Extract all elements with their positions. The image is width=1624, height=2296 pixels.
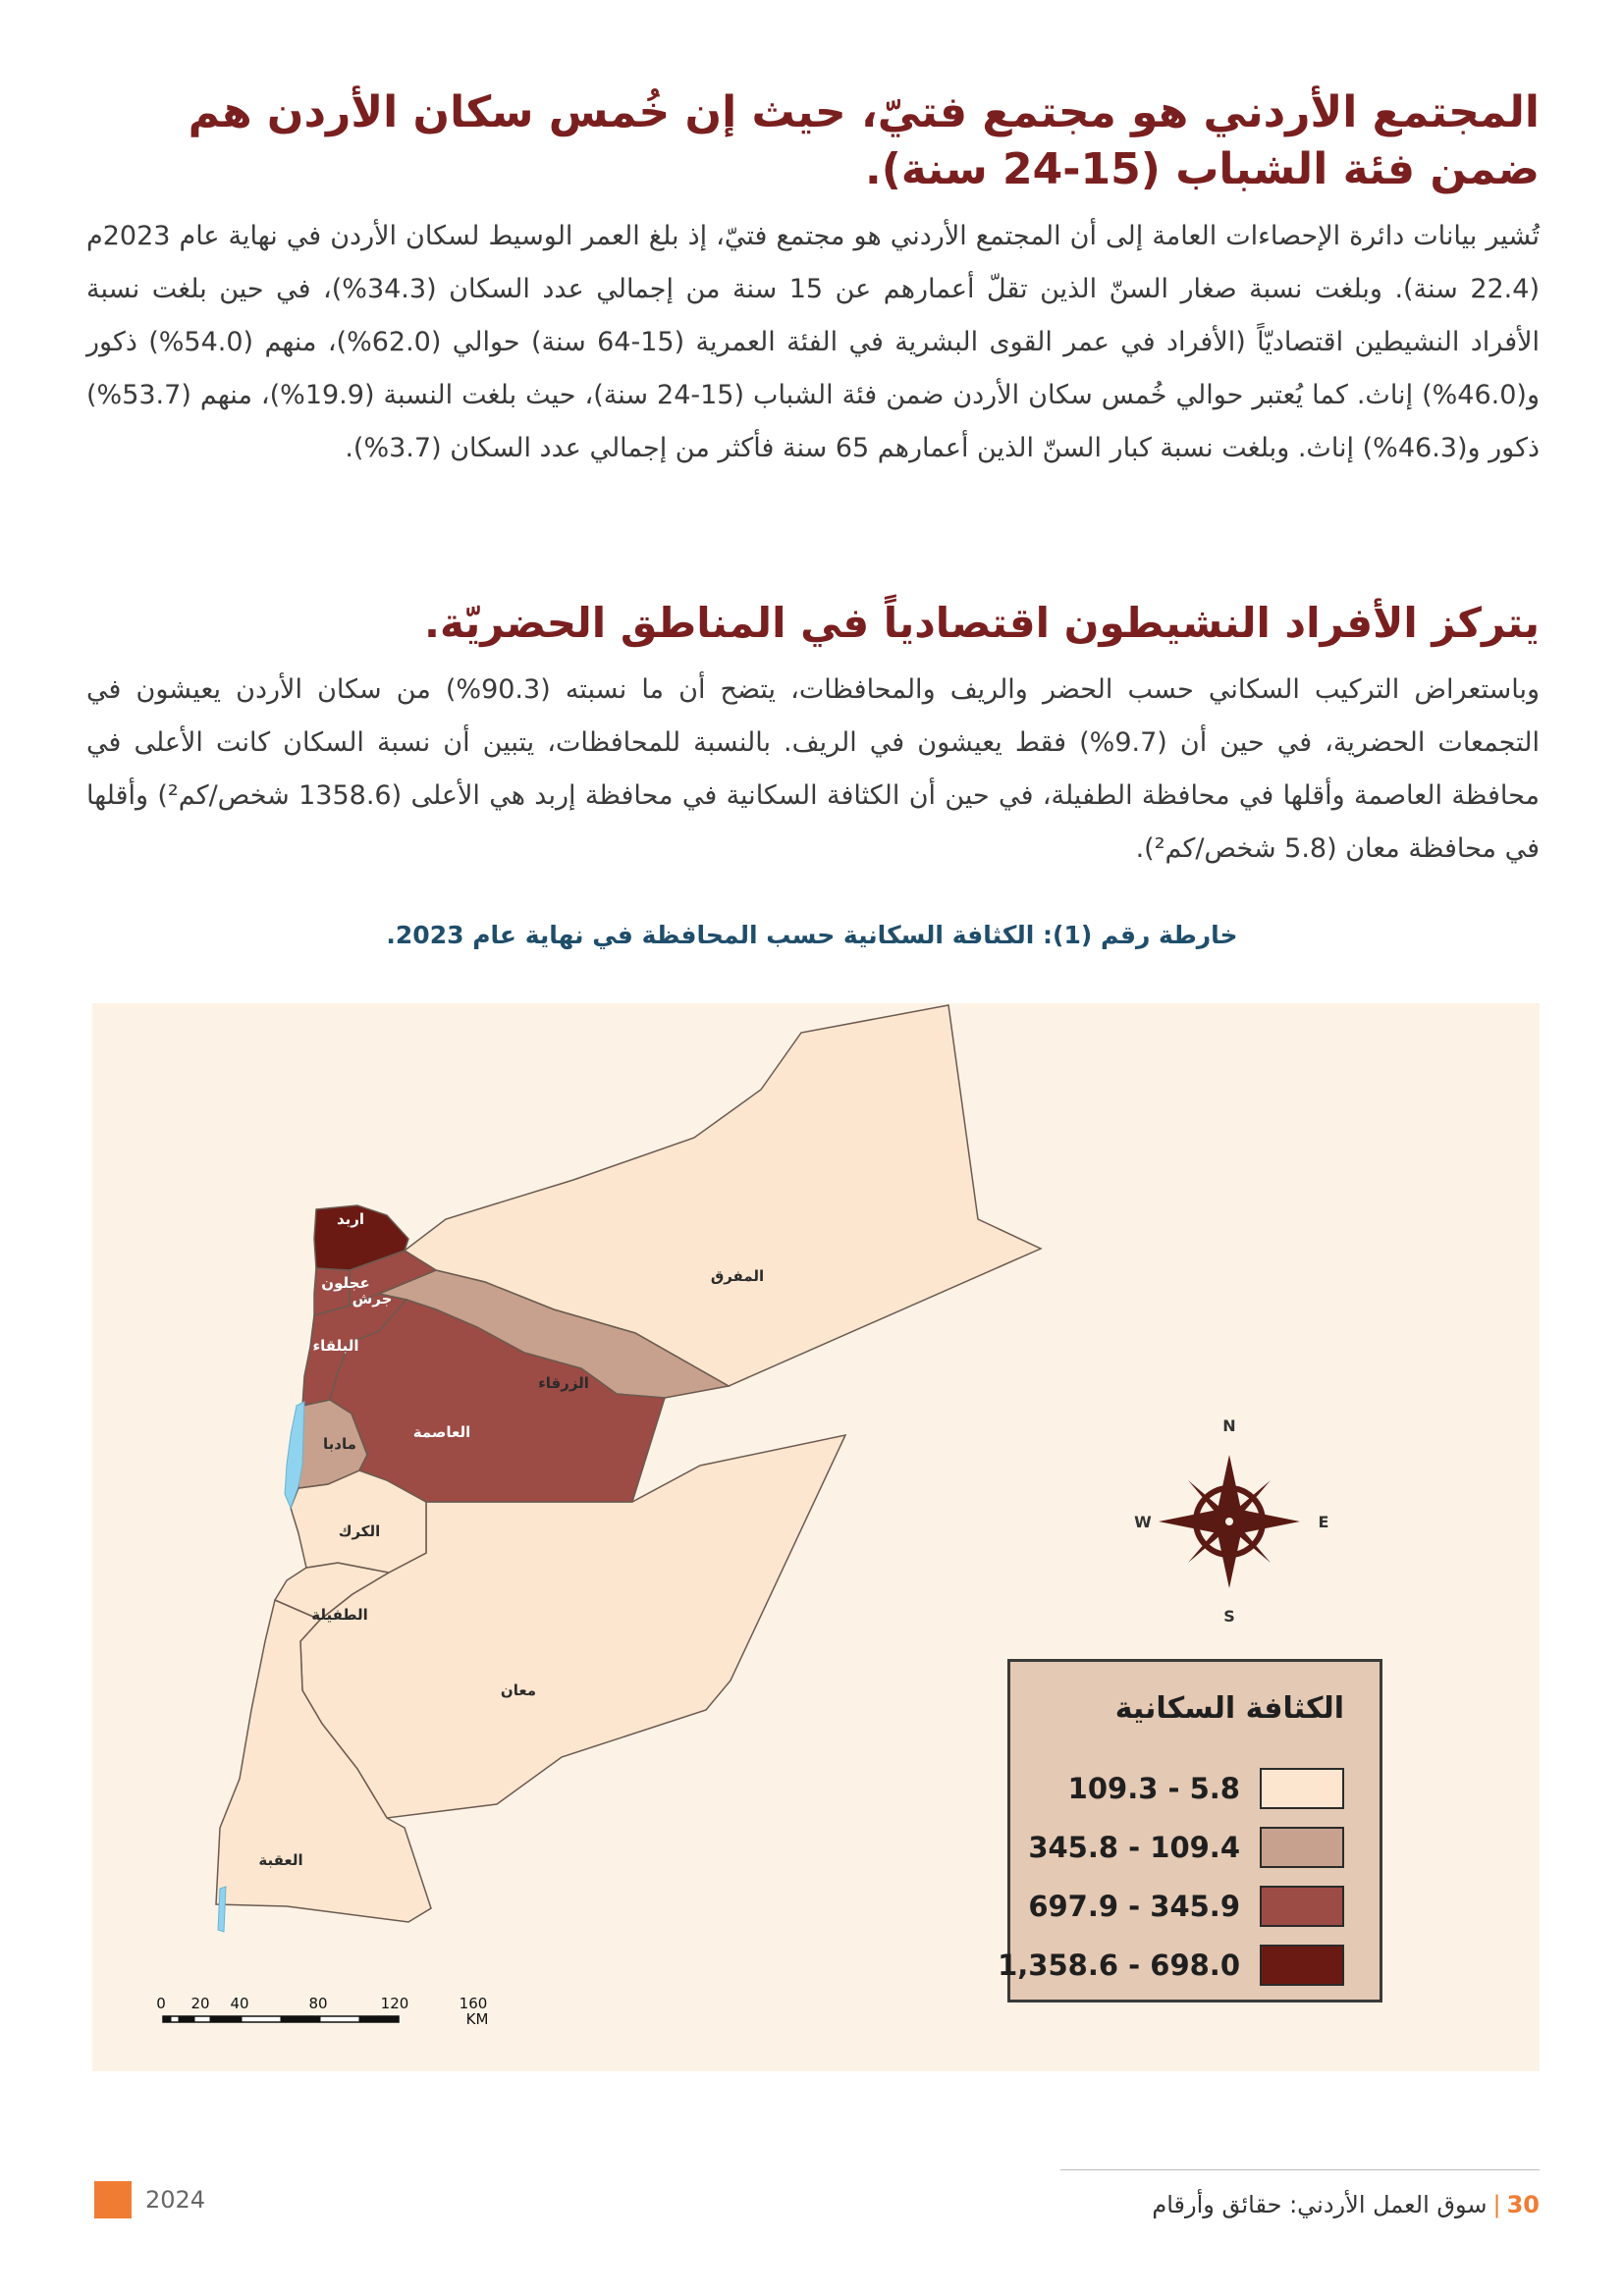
compass-w: W bbox=[1134, 1513, 1152, 1531]
legend-item bbox=[1010, 1886, 1380, 1931]
label-madaba: مادبا bbox=[323, 1435, 356, 1453]
legend-item bbox=[1010, 1827, 1380, 1872]
legend-label: 1,358.6 - 698.0 bbox=[998, 1949, 1240, 1982]
map-caption: خارطة رقم (1): الكثافة السكانية حسب المحافظة في نهاية عام 2023. bbox=[386, 921, 1238, 949]
compass-rose-icon bbox=[1159, 1455, 1300, 1588]
scale-tick-160: 160 bbox=[459, 1995, 488, 2012]
map-legend bbox=[998, 1659, 1382, 2002]
legend-swatch bbox=[1260, 1945, 1344, 1986]
label-tafilah: الطفيلة bbox=[311, 1606, 368, 1624]
footer-divider bbox=[1060, 2169, 1540, 2170]
legend-item bbox=[998, 1945, 1380, 1990]
footer-title: سوق العمل الأردني: حقائق وأرقام bbox=[1152, 2191, 1488, 2218]
paragraph-population-text: تُشير بيانات دائرة الإحصاءات العامة إلى أن المجتمع الأردني هو مجتمع فتيّ، إذ بلغ العمر الوسيط لسكان الأردن في نهاية عام 2023م (22.4 سنة). وبلغت نسبة صغار السنّ الذين تقلّ أعمارهم عن 15 سنة من إجمالي عدد السكان (34.3%)، في حين بلغت نسبة الأفراد النشيطين اقتصاديّاً (الأفراد في عمر القوى البشرية في الفئة العمرية (15-64 سنة) حوالي (62.0%)، منهم (54.0%) ذكور و(46.0%) إناث. كما يُعتبر حوالي خُمس سكان الأردن ضمن فئة الشباب (15-24 سنة)، حيث بلغت النسبة (19.9%)، منهم (53.7%) ذكور و(46.3%) إناث. وبلغت نسبة كبار السنّ الذين أعمارهم 65 سنة فأكثر من إجمالي عدد السكان (3.7%). bbox=[86, 221, 1540, 463]
compass-e: E bbox=[1318, 1513, 1329, 1531]
label-mafraq: المفرق bbox=[710, 1267, 765, 1285]
scale-tick-20: 20 bbox=[190, 1995, 210, 2012]
label-ajloun: عجلون bbox=[321, 1274, 370, 1292]
scale-tick-0: 0 bbox=[156, 1995, 166, 2012]
scale-tick-80: 80 bbox=[308, 1995, 328, 2012]
footer-year: 2024 bbox=[145, 2186, 206, 2214]
label-balqa: البلقاء bbox=[312, 1337, 359, 1355]
legend-label: 109.3 - 5.8 bbox=[1067, 1772, 1240, 1805]
legend-swatch bbox=[1260, 1886, 1344, 1927]
scale-bar bbox=[163, 2016, 399, 2022]
label-irbid: اربد bbox=[336, 1210, 365, 1228]
label-karak: الكرك bbox=[338, 1522, 381, 1540]
page-number: 30 bbox=[1506, 2191, 1540, 2218]
label-zarqa: الزرقاء bbox=[538, 1374, 589, 1392]
legend-label: 697.9 - 345.9 bbox=[1028, 1890, 1240, 1923]
scale-tick-40: 40 bbox=[230, 1995, 249, 2012]
footer-separator: | bbox=[1492, 2191, 1501, 2218]
compass-s: S bbox=[1223, 1607, 1235, 1626]
map-panel bbox=[92, 1003, 1540, 2071]
legend-label: 345.8 - 109.4 bbox=[1028, 1831, 1240, 1864]
footer-accent-square bbox=[94, 2181, 132, 2218]
legend-swatch bbox=[1260, 1827, 1344, 1868]
label-aqaba: العقبة bbox=[258, 1851, 303, 1869]
label-maan: معان bbox=[500, 1682, 537, 1699]
scale-tick-120: 120 bbox=[380, 1995, 409, 2012]
legend-title: الكثافة السكانية bbox=[1114, 1691, 1344, 1726]
paragraph-urban-text: وباستعراض التركيب السكاني حسب الحضر والريف والمحافظات، يتضح أن ما نسبته (90.3%) من سكان الأردن يعيشون في التجمعات الحضرية، في حين أن (9.7%) فقط يعيشون في الريف. بالنسبة للمحافظات، يتبين أن نسبة السكان كانت الأعلى في محافظة العاصمة وأقلها في محافظة الطفيلة، في حين أن الكثافة السكانية في محافظة إربد هي الأعلى (1358.6 شخص/كم²) وأقلها في محافظة معان (5.8 شخص/كم²). bbox=[86, 674, 1540, 864]
section-heading-urban: يتركز الأفراد النشيطون اقتصادياً في المناطق الحضريّة. bbox=[424, 599, 1540, 647]
label-jerash: جرش bbox=[352, 1290, 393, 1308]
legend-swatch bbox=[1260, 1768, 1344, 1809]
scale-unit: KM bbox=[465, 2010, 489, 2028]
footer-page-info bbox=[1152, 2191, 1540, 2218]
label-amman: العاصمة bbox=[412, 1423, 471, 1441]
section-heading-youth: المجتمع الأردني هو مجتمع فتيّ، حيث إن خُمس سكان الأردن هم ضمن فئة الشباب (15-24 سنة). bbox=[188, 87, 1540, 194]
paragraph-population bbox=[86, 210, 1540, 475]
compass-n: N bbox=[1222, 1416, 1236, 1435]
legend-item bbox=[1010, 1768, 1380, 1813]
paragraph-urban bbox=[86, 664, 1540, 876]
